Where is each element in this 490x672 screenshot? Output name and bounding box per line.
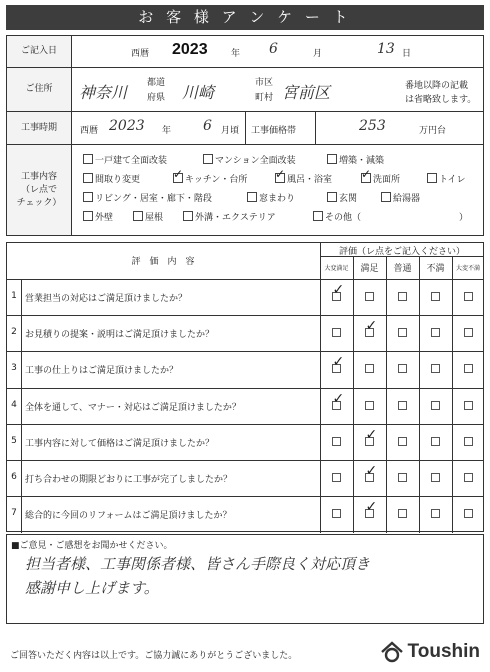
price-label: 工事価格帯 xyxy=(251,126,297,136)
rating-checkbox[interactable] xyxy=(365,364,374,373)
price-value: 253 xyxy=(359,118,386,134)
checklist-label: トイレ xyxy=(439,175,466,185)
checklist-label: キッチン・台所 xyxy=(185,175,248,185)
address-note1: 番地以降の記載 xyxy=(405,81,469,91)
opinion-box xyxy=(6,534,484,624)
eval-header: 評 価 内 容 xyxy=(131,257,195,267)
rating-level-header: 満足 xyxy=(360,264,379,274)
address-label: ご住所 xyxy=(7,68,72,111)
checkbox[interactable] xyxy=(275,173,285,183)
checklist-label: 洗面所 xyxy=(373,175,401,185)
other-close-paren: ） xyxy=(459,213,469,223)
rating-level-header: 普通 xyxy=(393,264,412,274)
rating-checkbox[interactable] xyxy=(464,401,473,410)
date-year-unit: 年 xyxy=(231,49,241,59)
checklist-item[interactable] xyxy=(83,191,212,204)
rating-checkbox[interactable] xyxy=(431,292,440,301)
checklist-item[interactable] xyxy=(183,210,276,223)
checkbox[interactable] xyxy=(361,173,371,183)
checkbox[interactable] xyxy=(83,173,93,183)
checklist-label: 増築・減築 xyxy=(339,156,385,166)
question-number: 4 xyxy=(11,399,17,410)
address-town: 宮前区 xyxy=(282,83,331,102)
checkbox[interactable] xyxy=(83,154,93,164)
footer-message: ご回答いただく内容は以上です。ご協力誠にありがとうございました。 xyxy=(10,651,298,661)
brand-name: Toushin xyxy=(407,641,480,662)
rating-checkbox[interactable] xyxy=(332,509,341,518)
rating-level-header: 大変不満 xyxy=(455,265,480,272)
question-text: 全体を通して、マナー・対応はご満足頂けましたか？ xyxy=(25,402,241,413)
checklist-item[interactable] xyxy=(327,153,384,166)
address-note2: は省略致します。 xyxy=(405,95,477,105)
question-number: 7 xyxy=(11,508,17,519)
rating-level-header: 大変満足 xyxy=(324,265,349,272)
date-label: ご記入日 xyxy=(7,36,72,67)
opinion-label: ■ご意見・ご感想をお聞かせください。 xyxy=(11,541,173,551)
survey-title: お 客 様 ア ン ケ ー ト xyxy=(6,5,484,30)
checklist-label: 外溝・エクステリア xyxy=(195,213,276,223)
checkbox[interactable] xyxy=(173,173,183,183)
rating-level-header: 不満 xyxy=(426,264,445,274)
checklist-item[interactable] xyxy=(83,210,113,223)
question-number: 2 xyxy=(11,327,17,338)
checklist-label: 窓まわり xyxy=(259,194,296,204)
checklist-label: 風呂・浴室 xyxy=(287,175,333,185)
question-text: お見積りの提案・説明はご満足頂けましたか？ xyxy=(25,330,215,341)
rating-checkbox[interactable] xyxy=(398,328,407,337)
question-number: 3 xyxy=(11,363,17,374)
date-year: 2023 xyxy=(172,41,208,58)
checklist-label: 間取り変更 xyxy=(95,175,141,185)
checklist-item[interactable] xyxy=(173,172,247,185)
rating-checkbox[interactable] xyxy=(464,473,473,482)
check-mark-icon: ✓ xyxy=(332,390,345,407)
checklist-label: 給湯器 xyxy=(393,194,421,204)
checkbox[interactable] xyxy=(183,211,193,221)
question-number: 1 xyxy=(11,291,17,301)
checkbox[interactable] xyxy=(313,211,323,221)
address-city: 川崎 xyxy=(182,83,215,102)
question-text: 打ち合わせの期限どおりに工事が完了しましたか？ xyxy=(25,475,233,485)
checkbox[interactable] xyxy=(327,192,337,202)
checklist-item[interactable] xyxy=(133,210,163,223)
house-icon xyxy=(380,640,404,664)
date-day-unit: 日 xyxy=(402,49,412,59)
opinion-line1: 担当者様、工事関係者様、皆さん手際良く対応頂き xyxy=(25,555,371,573)
address-pref: 神奈川 xyxy=(79,83,128,102)
address-city-unit1: 市区 xyxy=(255,78,274,88)
rating-checkbox[interactable] xyxy=(398,437,407,446)
checkbox[interactable] xyxy=(327,154,337,164)
period-era: 西暦 xyxy=(80,126,99,136)
rating-checkbox[interactable] xyxy=(464,509,473,518)
checklist-item[interactable] xyxy=(247,191,295,204)
info-table xyxy=(6,35,484,236)
checklist-label: リビング・居室・廊下・階段 xyxy=(95,194,212,204)
evaluation-table xyxy=(6,242,484,532)
rating-checkbox[interactable] xyxy=(332,328,341,337)
checkbox[interactable] xyxy=(427,173,437,183)
rating-checkbox[interactable] xyxy=(398,473,407,482)
date-day: 13 xyxy=(377,41,395,57)
checklist-label: 屋根 xyxy=(145,213,164,223)
period-year-unit: 年 xyxy=(162,126,172,136)
rating-checkbox[interactable] xyxy=(464,437,473,446)
rating-checkbox[interactable] xyxy=(332,437,341,446)
period-label: 工事時期 xyxy=(7,112,72,144)
checklist-item[interactable] xyxy=(313,210,361,223)
rating-checkbox[interactable] xyxy=(398,509,407,518)
checklist-label: マンション全面改装 xyxy=(215,156,296,166)
checklist-label: 外壁 xyxy=(95,213,114,223)
rating-header: 評価（レ点をご記入ください） xyxy=(338,247,465,257)
rating-checkbox[interactable] xyxy=(464,364,473,373)
question-text: 工事の仕上りはご満足頂けましたか？ xyxy=(25,366,179,377)
checklist-item[interactable] xyxy=(327,191,357,204)
question-text: 工事内容に対して価格はご満足頂けましたか？ xyxy=(25,438,215,449)
period-year: 2023 xyxy=(109,118,145,134)
rating-checkbox[interactable] xyxy=(365,292,374,301)
rating-checkbox[interactable] xyxy=(464,328,473,337)
rating-checkbox[interactable] xyxy=(431,401,440,410)
check-mark-icon: ✓ xyxy=(365,463,378,479)
period-month: 6 xyxy=(203,118,212,134)
address-pref-unit2: 府県 xyxy=(147,93,166,103)
rating-checkbox[interactable] xyxy=(431,473,440,482)
rating-checkbox[interactable] xyxy=(332,473,341,482)
rating-checkbox[interactable] xyxy=(365,401,374,410)
content-label: 工事内容 （レ点で チェック） xyxy=(7,145,72,235)
check-mark-icon: ✓ xyxy=(332,282,345,298)
rating-checkbox[interactable] xyxy=(398,292,407,301)
date-month-unit: 月 xyxy=(313,49,323,59)
address-pref-unit1: 都道 xyxy=(147,78,166,88)
checkbox[interactable] xyxy=(247,192,257,202)
date-row xyxy=(7,36,483,67)
question-text: 営業担当の対応はご満足頂けましたか？ xyxy=(25,294,188,304)
check-mark-icon: ✓ xyxy=(332,354,345,371)
rating-checkbox[interactable] xyxy=(398,364,407,373)
checkbox[interactable] xyxy=(381,192,391,202)
checkbox[interactable] xyxy=(133,211,143,221)
checkbox[interactable] xyxy=(83,211,93,221)
rating-checkbox[interactable] xyxy=(431,364,440,373)
period-row xyxy=(7,111,483,144)
content-row xyxy=(7,144,483,235)
check-mark-icon: ✓ xyxy=(365,499,378,516)
opinion-line2: 感謝申し上げます。 xyxy=(25,579,159,597)
address-row xyxy=(7,67,483,111)
checklist-item[interactable] xyxy=(83,172,140,185)
checklist-item[interactable] xyxy=(381,191,420,204)
rating-checkbox[interactable] xyxy=(431,437,440,446)
date-era: 西暦 xyxy=(131,49,150,59)
checklist-label: 玄関 xyxy=(339,194,358,204)
checklist-label: 一戸建て全面改装 xyxy=(95,156,168,166)
checklist-label: その他（ xyxy=(325,213,362,223)
address-city-unit2: 町村 xyxy=(255,93,274,103)
checklist-item[interactable] xyxy=(427,172,466,185)
checklist-item[interactable] xyxy=(275,172,332,185)
question-number: 5 xyxy=(11,435,17,446)
check-mark-icon: ✓ xyxy=(365,318,378,335)
rating-checkbox[interactable] xyxy=(431,328,440,337)
checkbox[interactable] xyxy=(203,154,213,164)
checkbox[interactable] xyxy=(83,192,93,202)
question-number: 6 xyxy=(11,472,17,482)
question-text: 総合的に今回のリフォームはご満足頂けましたか？ xyxy=(25,511,232,522)
check-mark-icon: ✓ xyxy=(365,426,378,443)
period-month-unit: 月頃 xyxy=(221,126,240,136)
rating-checkbox[interactable] xyxy=(398,401,407,410)
checklist-item[interactable] xyxy=(83,153,167,166)
date-month: 6 xyxy=(269,41,278,57)
brand-logo xyxy=(380,640,480,664)
rating-checkbox[interactable] xyxy=(431,509,440,518)
price-unit: 万円台 xyxy=(419,126,447,136)
checklist-item[interactable] xyxy=(361,172,400,185)
checklist-item[interactable] xyxy=(203,153,296,166)
rating-checkbox[interactable] xyxy=(464,292,473,301)
